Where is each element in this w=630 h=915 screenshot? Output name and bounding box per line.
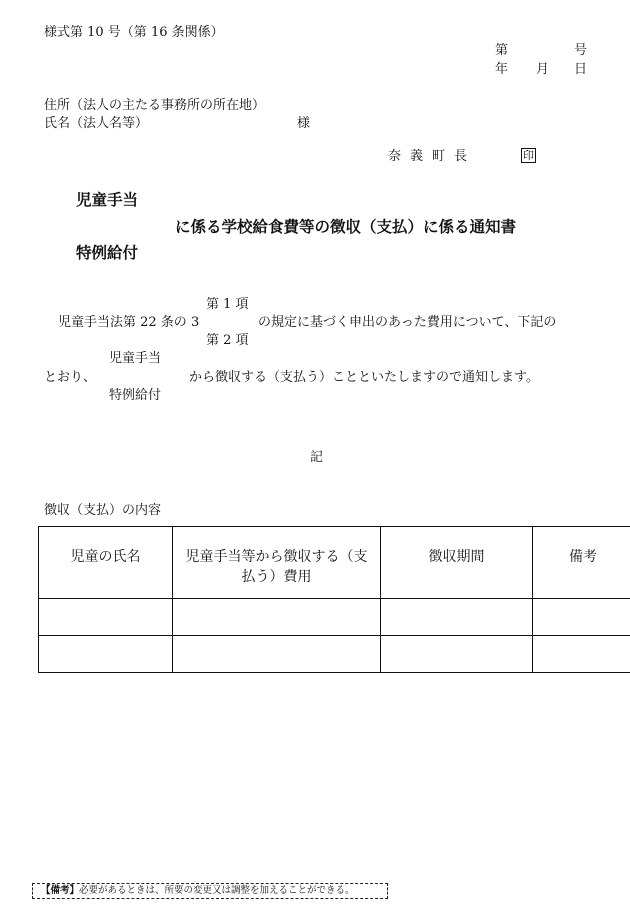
remarks-note-text: 必要があるときは、所要の変更又は調整を加えることができる。 <box>79 885 355 896</box>
date-day: 日 <box>574 62 588 77</box>
table-row <box>39 636 630 673</box>
header-cost <box>173 527 381 599</box>
form-number: 様式第 10 号（第 16 条関係） <box>44 25 224 40</box>
title-option-upper: 児童手当 <box>76 191 139 209</box>
recipient-honorific: 様 <box>297 116 311 131</box>
issuer-title: 奈義町長 <box>388 149 477 164</box>
date-year: 年 <box>495 62 509 77</box>
title-main: に係る学校給食費等の徴収（支払）に係る通知書 <box>175 218 517 236</box>
table-cell[interactable] <box>381 599 533 636</box>
body-line1-prefix: 児童手当法第 22 条の 3 <box>58 315 200 330</box>
remarks-note <box>32 883 388 899</box>
header-child-name: 児童の氏名 <box>39 527 173 599</box>
table-cell[interactable] <box>533 636 630 673</box>
header-cost-label: 児童手当等から徴収する（支払う）費用 <box>185 549 368 586</box>
ki-mark: 記 <box>310 450 324 465</box>
body-line2-suffix: から徴収する（支払う）ことといたしますので通知します。 <box>189 370 539 385</box>
table-cell[interactable] <box>173 636 381 673</box>
benefit-lower: 特例給付 <box>109 388 162 403</box>
header-period: 徴収期間 <box>381 527 533 599</box>
clause-upper: 第 1 項 <box>206 297 249 312</box>
title-option-lower: 特例給付 <box>76 244 139 262</box>
header-remarks: 備考 <box>533 527 630 599</box>
body-line2-prefix: とおり、 <box>44 370 97 385</box>
collection-table <box>38 526 630 673</box>
body-line1-suffix: の規定に基づく申出のあった費用について、下記の <box>258 315 557 330</box>
recipient-address-label: 住所（法人の主たる事務所の所在地） <box>44 98 266 113</box>
table-cell[interactable] <box>381 636 533 673</box>
remarks-note-label: 【備考】 <box>41 885 80 896</box>
table-cell[interactable] <box>173 599 381 636</box>
table-row <box>39 599 630 636</box>
doc-number-prefix: 第 <box>495 43 509 58</box>
date-month: 月 <box>536 62 550 77</box>
recipient-name-label: 氏名（法人名等） <box>44 116 149 131</box>
benefit-upper: 児童手当 <box>109 351 162 366</box>
table-cell[interactable] <box>39 599 173 636</box>
doc-number-suffix: 号 <box>574 43 588 58</box>
clause-lower: 第 2 項 <box>206 333 249 348</box>
table-cell[interactable] <box>39 636 173 673</box>
section-label: 徴収（支払）の内容 <box>44 503 162 518</box>
table-header-row <box>39 527 630 599</box>
table-cell[interactable] <box>533 599 630 636</box>
seal-mark: 印 <box>523 149 534 162</box>
